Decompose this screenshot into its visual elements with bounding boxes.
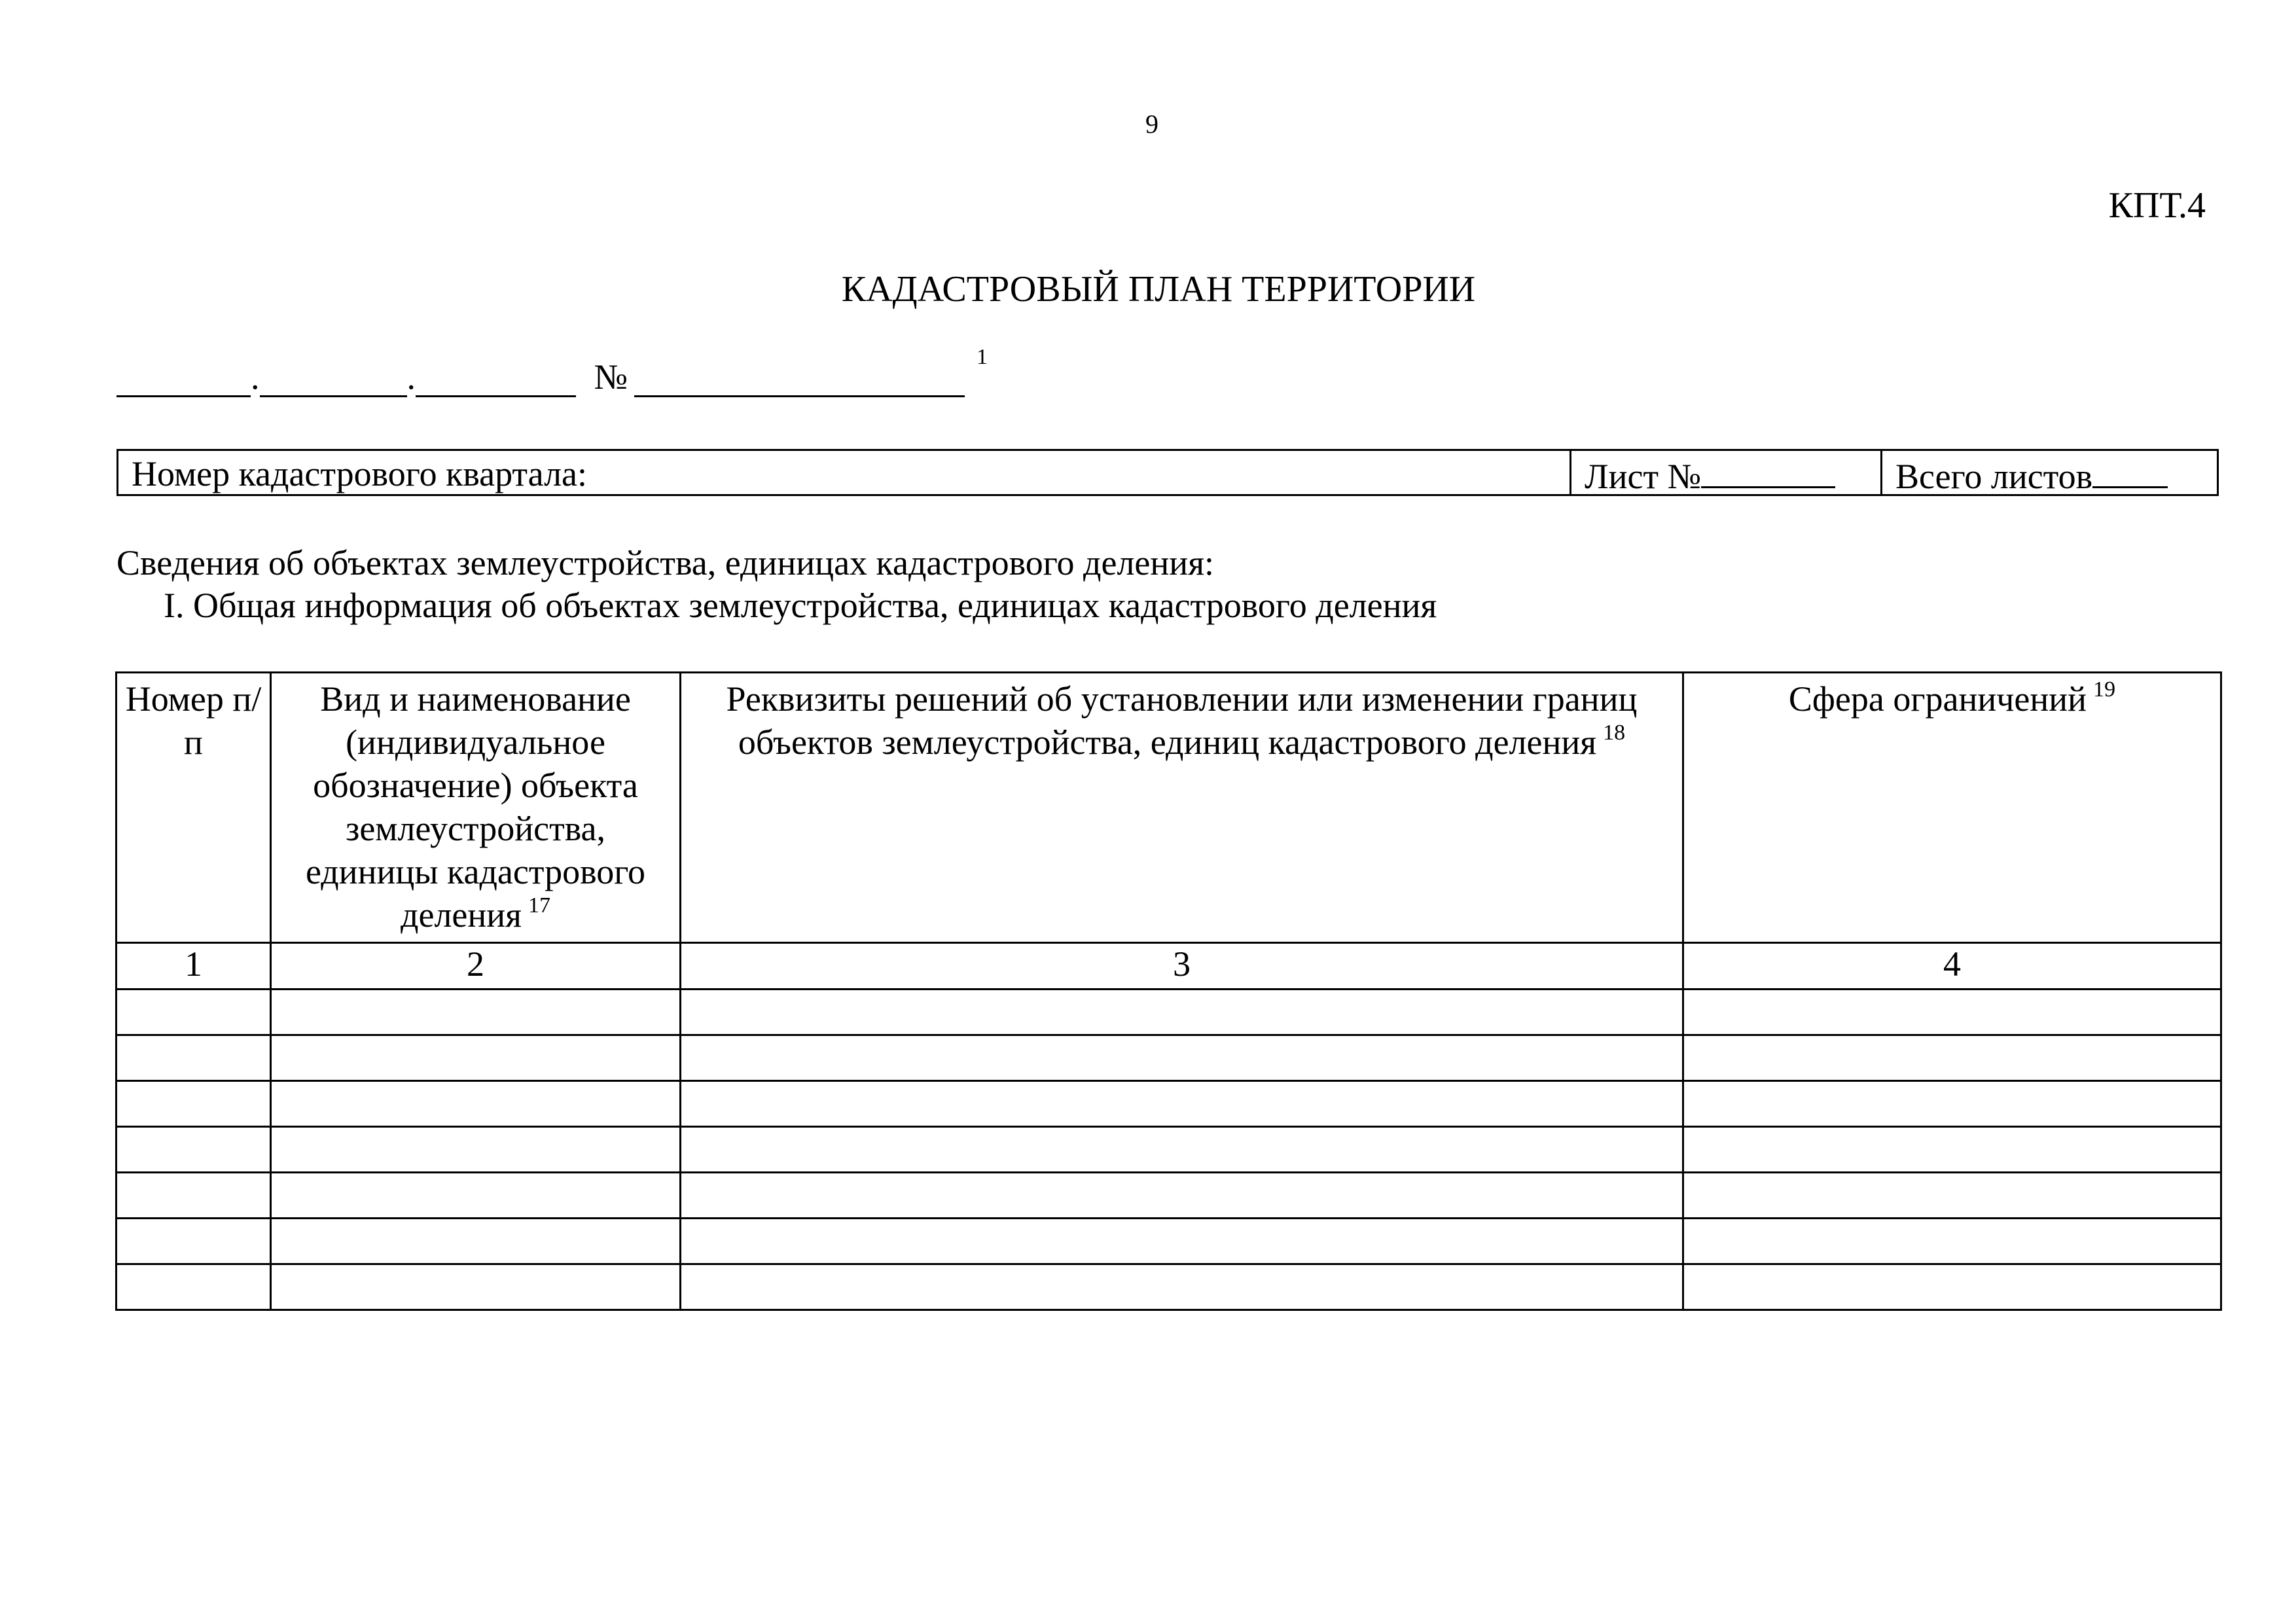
table-cell[interactable] <box>117 1035 271 1081</box>
table-cell[interactable] <box>1683 1173 2221 1219</box>
footnote-17: 17 <box>528 893 550 918</box>
sheet-number-cell[interactable] <box>1571 451 1882 494</box>
table-cell[interactable] <box>117 990 271 1035</box>
footnote-19: 19 <box>2093 677 2116 702</box>
number-sign: № <box>594 357 628 397</box>
table-cell[interactable] <box>1683 1127 2221 1173</box>
month-blank[interactable] <box>260 359 407 397</box>
column-number: 2 <box>271 943 681 990</box>
total-sheets-blank[interactable] <box>2092 454 2168 488</box>
table-cell[interactable] <box>1683 1264 2221 1310</box>
table-cell[interactable] <box>117 1219 271 1264</box>
table-cell[interactable] <box>271 1127 681 1173</box>
table-cell[interactable] <box>117 1264 271 1310</box>
column-header: Номер п/п <box>117 673 271 943</box>
document-title: КАДАСТРОВЫЙ ПЛАН ТЕРРИТОРИИ <box>841 269 1476 310</box>
day-blank[interactable] <box>117 359 251 397</box>
sheet-number-blank[interactable] <box>1701 454 1835 488</box>
table-cell[interactable] <box>117 1127 271 1173</box>
table-cell[interactable] <box>1683 990 2221 1035</box>
document-number-blank[interactable] <box>634 359 965 397</box>
column-number: 1 <box>117 943 271 990</box>
table-row <box>117 1081 2221 1127</box>
cadastral-header-box <box>117 449 2219 496</box>
table-cell[interactable] <box>271 990 681 1035</box>
sheet-number-label: Лист № <box>1585 457 1702 496</box>
column-header: Вид и наименование (индивидуальное обозначение) объекта землеустройства, единицы кадастрового деления $^{17}$ <box>271 673 681 943</box>
section-heading: I. Общая информация об объектах землеустройства, единицах кадастрового деления <box>164 586 1437 625</box>
table-cell[interactable] <box>271 1081 681 1127</box>
column-header: Реквизиты решений об установлении или изменении границ объектов землеустройства, единиц кадастрового деления $^{18}$ <box>681 673 1683 943</box>
table-header-row <box>117 673 2221 943</box>
table-cell[interactable] <box>271 1035 681 1081</box>
table-cell[interactable] <box>681 1035 1683 1081</box>
total-sheets-label: Всего листов <box>1895 457 2093 496</box>
table-cell[interactable] <box>271 1264 681 1310</box>
table-cell[interactable] <box>681 1264 1683 1310</box>
intro-text: Сведения об объектах землеустройства, единицах кадастрового деления: <box>117 543 1215 582</box>
footnote-1: 1 <box>977 345 988 369</box>
table-row <box>117 1035 2221 1081</box>
table-row <box>117 1219 2221 1264</box>
date-dot-1: . <box>251 357 260 397</box>
date-dot-2: . <box>406 357 416 397</box>
table-cell[interactable] <box>1683 1081 2221 1127</box>
table-row <box>117 1173 2221 1219</box>
table-cell[interactable] <box>681 1081 1683 1127</box>
column-number: 3 <box>681 943 1683 990</box>
table-cell[interactable] <box>117 1173 271 1219</box>
table-cell[interactable] <box>681 990 1683 1035</box>
table-cell[interactable] <box>117 1081 271 1127</box>
date-number-line <box>117 345 988 402</box>
table-cell[interactable] <box>681 1127 1683 1173</box>
table-cell[interactable] <box>271 1173 681 1219</box>
table-cell[interactable] <box>1683 1035 2221 1081</box>
year-blank[interactable] <box>416 359 576 397</box>
column-number: 4 <box>1683 943 2221 990</box>
form-code: КПТ.4 <box>2108 185 2206 226</box>
table-row <box>117 990 2221 1035</box>
column-number-row <box>117 943 2221 990</box>
quarter-number-cell[interactable] <box>118 451 1571 494</box>
total-sheets-cell[interactable] <box>1882 451 2217 494</box>
table-cell[interactable] <box>1683 1219 2221 1264</box>
table-cell[interactable] <box>681 1219 1683 1264</box>
footnote-18: 18 <box>1603 721 1626 745</box>
column-header: Сфера ограничений $^{19}$ <box>1683 673 2221 943</box>
page-number: 9 <box>1145 109 1158 139</box>
table-cell[interactable] <box>271 1219 681 1264</box>
quarter-number-label: Номер кадастрового квартала: <box>132 454 587 493</box>
table-row <box>117 1127 2221 1173</box>
objects-table <box>115 671 2222 1311</box>
table-cell[interactable] <box>681 1173 1683 1219</box>
table-row <box>117 1264 2221 1310</box>
